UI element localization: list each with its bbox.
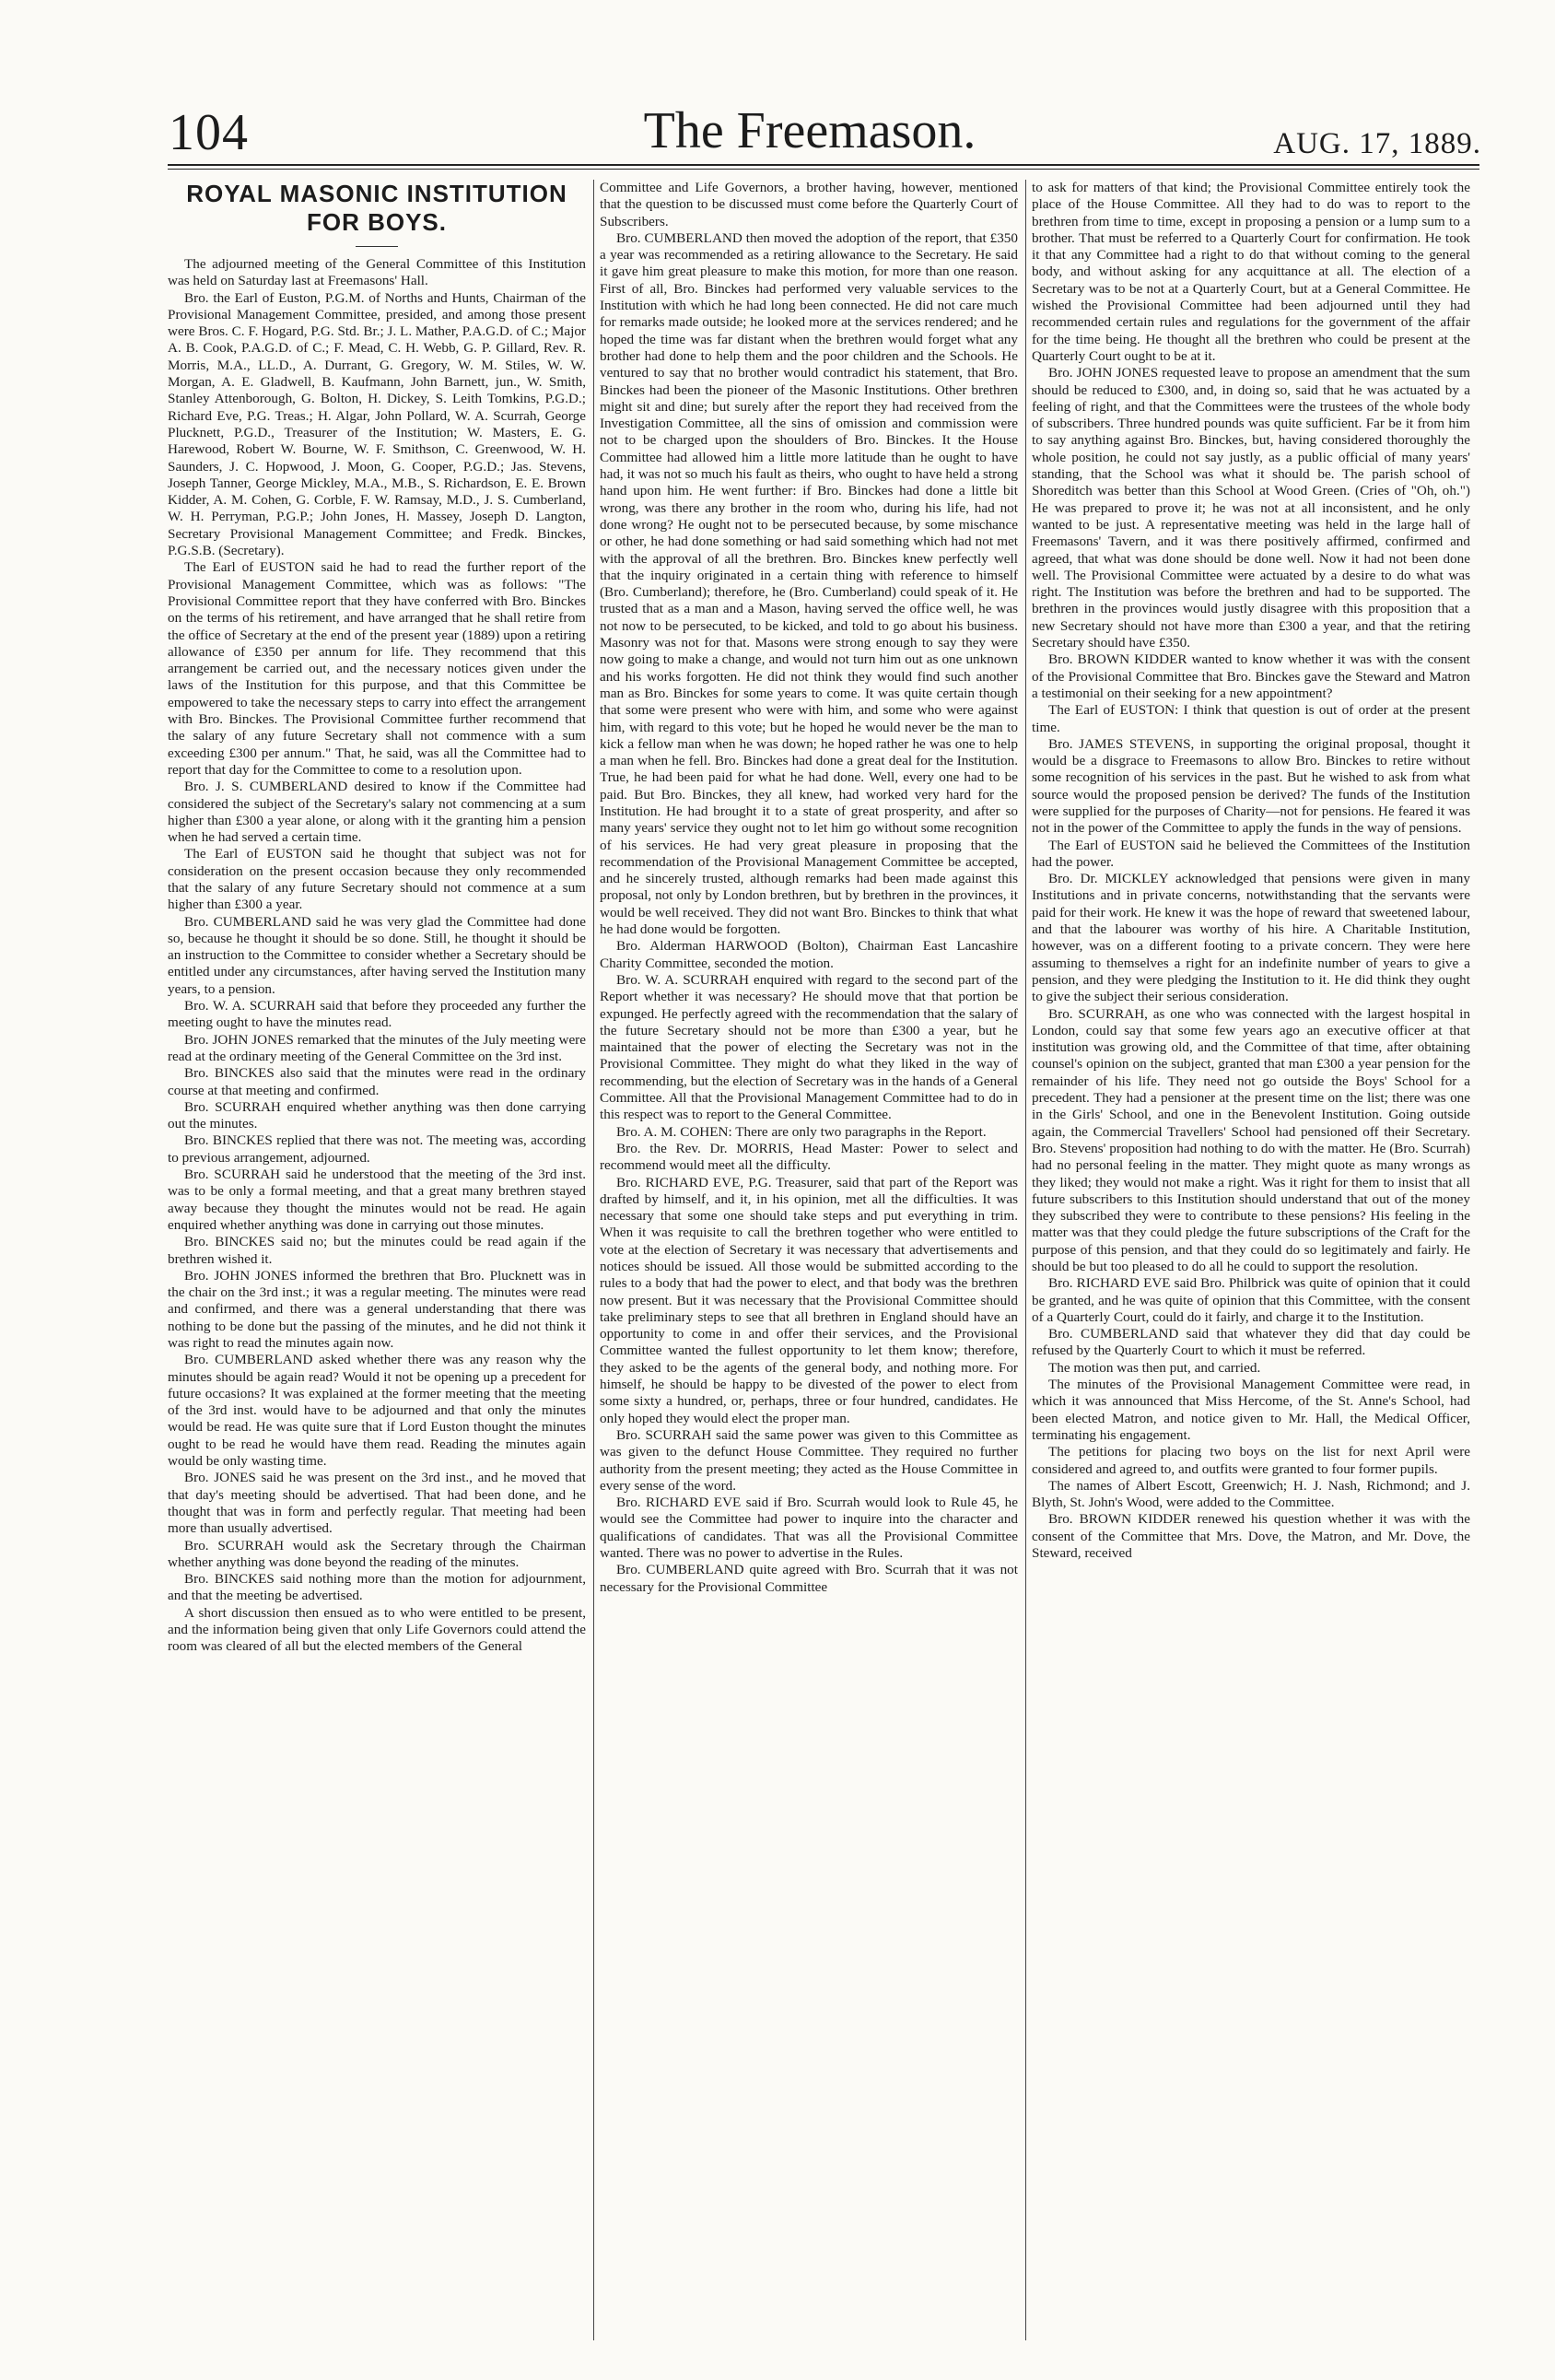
article-column-2 [600,180,1018,2340]
column-divider [1025,180,1026,2340]
paragraph: Bro. A. M. COHEN: There are only two paragraphs in the Report. [616,1123,987,1140]
paragraph: Bro. Alderman HARWOOD (Bolton), Chairman East Lancashire Charity Committee, seconded the motion. [600,938,1018,971]
paragraph: Bro. BINCKES replied that there was not. The meeting was, according to previous arrangement, adjourned. [168,1132,586,1166]
paragraph: A short discussion then ensued as to who were entitled to be present, and the information being given that only Life Governors could attend the room was cleared of all but the elected members of the General [168,1604,586,1655]
paragraph: Bro. JAMES STEVENS, in supporting the original proposal, thought it would be a disgrace to Freemasons to allow Bro. Binckes to retire without some recognition of his services in the past. But he wished to ask from what source would the proposed pension be derived? The funds of the Institution were supplied for the purposes of Charity—not for pensions. He feared it was not in the power of the Committee to apply the funds in the way of pensions. [1032,735,1470,837]
paragraph: Bro. JOHN JONES informed the brethren that Bro. Plucknett was in the chair on the 3rd inst.; it was a regular meeting. The minutes were read and confirmed, and there was a general understanding that there was nothing to be done but the passing of the minutes, and he did not think it was right to read the minutes again now. [168,1267,586,1351]
paragraph: Bro. CUMBERLAND then moved the adoption of the report, that £350 a year was recommended as a retiring allowance to the Secretary. He said it gave him great pleasure to make this motion, for more than one reason. First of all, Bro. Binckes had performed very valuable services to the Institution with which he had long been connected. He did not care much for remarks made outside; he looked more at the services rendered; and he hoped the time was far distant when the brethren would forget what any brother had done to help them and the poor children and the Schools. He ventured to say that no brother would contradict his statement, that Bro. Binckes had been the pioneer of the Masonic Institutions. Other brethren might sit and dine; but surely after the report they had received from the Investigation Committee, all the sins of omission and commission were not to be charged upon the shoulders of Bro. Binckes. It the House Committee had allowed him a little more latitude than he ought to have had, it was not so much his fault as theirs, who ought to have held a strong hand upon him. He went further: if Bro. Binckes had done a little bit wrong, was there any brother in the room who, during his life, had not done wrong? He ought not to be persecuted because, by some mischance or other, he had done something or had said something which had not met with the approval of all the brethren. Bro. Binckes knew perfectly well that the inquiry originated in a certain thing with reference to himself (Bro. Cumberland); therefore, he (Bro. Cumberland) could speak of it. He trusted that as a man and a Mason, having served the office well, he was not now to be persecuted, to be kicked, and told to go about his business. Masonry was not for that. Masons were strong enough to say they were now going to make a change, and would not turn him out as one unknown and his works forgotten. He did not think they would find such another man as Bro. Binckes for some years to come. It was quite certain though that some were present who were with him, and some who were against him, with regard to this vote; but he hoped he would never be the man to kick a fellow man when he was down; he hoped rather he was one to help a man when he fell. Bro. Binckes had done a great deal for the Institution. True, he had been paid for what he had done. Well, every one had to be paid. But Bro. Binckes, they all knew, had worked very hard for the Institution. He had brought it to a state of great prosperity, and after so many years' service they ought not to let him go without some recognition of his services. He had very great pleasure in proposing that the recommendation of the Provisional Management Committee be accepted, and he sincerely trusted, although remarks had been made against this proposal, not only by London brethren, but by brethren in the provinces, it would be well received. They did not want Bro. Binckes to think that what he had done would be forgotten. [600,229,1018,938]
paragraph: The adjourned meeting of the General Committee of this Institution was held on Saturday last at Freemasons' Hall. [168,256,586,289]
title-divider [356,246,398,247]
paragraph: Bro. RICHARD EVE said if Bro. Scurrah would look to Rule 45, he would see the Committee had power to inquire into the character and qualifications of candidates. That was all the Provisional Committee wanted. There was no power to advertise in the Rules. [600,1495,1018,1562]
paragraph: The motion was then put, and carried. [1048,1359,1261,1376]
paragraph: Bro. SCURRAH enquired whether anything was then done carrying out the minutes. [168,1098,586,1132]
paragraph: The Earl of EUSTON: I think that question is out of order at the present time. [1032,702,1470,735]
masthead [138,96,1481,162]
paragraph: to ask for matters of that kind; the Provisional Committee entirely took the place of the House Committee. All they had to do was to report to the brethren from time to time, except in proposing a pension or a lump sum to a brother. That must be referred to a Quarterly Court for confirmation. He took it that any Committee had a right to do that without coming to the general body, and without asking for any acquittance at all. The election of a Secretary was to be not at a Quarterly Court, but at a General Committee. He wished the Provisional Committee had been adjourned until they had recommended certain rules and regulations for the government of the affair for the time being. He thought all the brethren who could be present at the Quarterly Court ought to be at it. [1032,180,1470,364]
paragraph: Bro. JOHN JONES remarked that the minutes of the July meeting were read at the ordinary meeting of the General Committee on the 3rd inst. [168,1031,586,1064]
paragraph: Bro. CUMBERLAND asked whether there was any reason why the minutes should be again read? Would it not be opening up a precedent for future occasions? It was explained at the former meeting that the meeting of the 3rd inst. would have to be adjourned and that only the minutes would be read. He was quite sure that if Lord Euston thought the minutes ought to be read he would have them read. Reading the minutes again would be only wasting time. [168,1352,586,1470]
paragraph: The minutes of the Provisional Management Committee were read, in which it was announced that Miss Hercome, of the St. Anne's School, had been elected Matron, and notice given to Mr. Hall, the Medical Officer, terminating his engagement. [1032,1377,1470,1443]
newspaper-title: The Freemason. [643,102,976,159]
paragraph: Bro. the Earl of Euston, P.G.M. of Norths and Hunts, Chairman of the Provisional Management Committee, presided, and among those present were Bros. C. F. Hogard, P.G. Std. Br.; J. L. Mather, P.A.G.D. of C.; Major A. B. Cook, P.A.G.D. of C.; F. Mead, C. H. Webb, G. P. Gillard, Rev. R. Morris, M.A., LL.D., A. Durrant, G. Gregory, W. M. Stiles, W. W. Morgan, A. E. Gladwell, B. Kaufmann, John Barnett, jun., W. Smith, Stanley Attenborough, G. Bolton, H. Dickey, S. Leith Tomkins, P.G.D.; Richard Eve, P.G. Treas.; H. Algar, John Pollard, W. A. Scurrah, George Plucknett, P.G.D., Treasurer of the Institution; W. Masters, E. G. Harewood, Robert W. Bourne, W. F. Smithson, C. Greenwood, W. H. Saunders, J. C. Hopwood, J. Moon, G. Cooper, P.G.D.; Jas. Stevens, Joseph Tanner, George Mickley, M.A., M.B., S. Richardson, E. E. Brown Kidder, A. M. Cohen, G. Corble, F. W. Ramsay, M.D., J. S. Cumberland, W. H. Perryman, P.G.P.; John Jones, H. Massey, Joseph D. Langton, Secretary Provisional Management Committee; and Fredk. Binckes, P.G.S.B. (Secretary). [168,289,586,559]
paragraph: Bro. SCURRAH said he understood that the meeting of the 3rd inst. was to be only a formal meeting, and that a great many brethren stayed away because they thought the minutes would not be read. He again enquired whether anything was done in carrying out those minutes. [168,1167,586,1233]
paragraph: Bro. JOHN JONES requested leave to propose an amendment that the sum should be reduced to £300, and, in doing so, said that he was actuated by a feeling of right, and that the Committees were the trustees of the whole body of subscribers. Three hundred pounds was quite sufficient. Far be it from him to say anything against Bro. Binckes, but, having considered thoroughly the whole position, he could not say justly, as a public official of many years' standing, that the School was what it should be. The parish school of Shoreditch was better than this School at Wood Green. (Cries of "Oh, oh.") He was prepared to prove it; he was not at all inconsistent, and he only wanted to be just. A representative meeting was held in the large hall of Freemasons' Tavern, and it was there positively affirmed, confirmed and agreed, that what was done should be done well. Now it had not been done well. The Provisional Committee were actuated by a desire to do what was right. The Institution was before the brethren and had to be supported. The brethren in the provinces would justly disagree with this proposition that a new Secretary should not have more than £300 a year, and that the retiring Secretary should have £350. [1032,365,1470,651]
paragraph: Bro. BROWN KIDDER renewed his question whether it was with the consent of the Committee that Mrs. Dove, the Matron, and Mr. Dove, the Steward, received [1032,1511,1470,1562]
paragraph: Bro. Dr. MICKLEY acknowledged that pensions were given in many Institutions and in private concerns, notwithstanding that the servants were paid for their work. He knew it was the hope of reward that sweetened labour, and that the labourer was worthy of his hire. A Charitable Institution, however, was on a different footing to a private concern. They were here assuming to themselves a right for an indefinite number of years to give a pension, and they were pledging the Institution to it. He did think they ought to give the subject their serious consideration. [1032,871,1470,1005]
article-column-1 [168,180,586,2340]
paragraph: Bro. W. A. SCURRAH enquired with regard to the second part of the Report whether it was necessary? He should move that that portion be expunged. He perfectly agreed with the recommendation that the salary of the future Secretary should not be more than £300 a year, but he maintained that the power of electing the Secretary was not in the Provisional Committee. They might do what they liked in the way of recommending, but the election of Secretary was in the hands of a General Committee. All that the Provisional Management Committee had to do in this respect was to report to the General Committee. [600,971,1018,1123]
paragraph: Bro. RICHARD EVE, P.G. Treasurer, said that part of the Report was drafted by himself, and it, in his opinion, met all the difficulties. It was necessary that some one should take steps and put everything in trim. When it was requisite to call the brethren together who were entitled to vote at the election of Secretary it was necessary that advertisements and notices should be issued. All those would be submitted according to the rules to a body that had the power to elect, and that body was the brethren now present. But it was necessary that the Provisional Committee should take preliminary steps to see that all brethren in England should have an opportunity to come in and offer their services, and the Provisional Committee wanted the fullest opportunity to let them know; therefore, they asked to be the agents of the general body, and nothing more. For himself, he should be happy to be divested of the power to elect from some sixty a hundred, or, perhaps, three or four hundred, candidates. He only hoped they would elect the proper man. [600,1174,1018,1426]
paragraph: Bro. CUMBERLAND said that whatever they did that day could be refused by the Quarterly Court to which it must be referred. [1032,1326,1470,1359]
paragraph: Bro. BINCKES said no; but the minutes could be read again if the brethren wished it. [168,1234,586,1267]
masthead-rule [168,164,1479,166]
paragraph: The Earl of EUSTON said he had to read the further report of the Provisional Management Committee, which was as follows: "The Provisional Committee report that they have conferred with Bro. Binckes on the terms of his retirement, and have arranged that he shall retire from the office of Secretary at the end of the present year (1889) upon a retiring allowance of £350 per annum for life. They recommend that this arrangement be carried out, and the necessary notices given under the laws of the Institution for this purpose, and that this Committee be empowered to take the necessary steps to carry into effect the arrangement with Bro. Binckes. The Provisional Committee further recommend that the salary of any future Secretary shall not commence with a sum exceeding £300 per annum." That, he said, was all the Committee had to report that day for the Committee to come to a resolution upon. [168,559,586,778]
column-divider [593,180,594,2340]
paragraph: Bro. RICHARD EVE said Bro. Philbrick was quite of opinion that it could be granted, and he was quite of opinion that this Committee, with the consent of a Quarterly Court, could do it fairly, and charge it to the Institution. [1032,1275,1470,1325]
paragraph: Bro. the Rev. Dr. MORRIS, Head Master: Power to select and recommend would meet all the difficulty. [600,1140,1018,1174]
paragraph: Bro. SCURRAH said the same power was given to this Committee as was given to the defunct House Committee. They required no further authority from the present meeting; they acted as the House Committee in every sense of the word. [600,1426,1018,1494]
paragraph: The Earl of EUSTON said he thought that subject was not for consideration on the present occasion because they only recommended that the salary of any future Secretary should not commence at a sum higher than £300 a year. [168,846,586,913]
paragraph: Bro. SCURRAH, as one who was connected with the largest hospital in London, could say that some few years ago an executive officer at that institution was growing old, and the Committee of that time, after obtaining counsel's opinion on the subject, granted that man £300 a year pension for the remainder of his life. They need not go outside the Boys' School for a precedent. They had a pensioner at the present time on the list; there was one in the Girls' School, and one in the Benevolent Institution. Going outside again, the Commercial Travellers' School had pensioned off their Secretary. Bro. Stevens' proposition had nothing to do with the matter. He (Bro. Scurrah) had no personal feeling in the matter. They might quote as many wrongs as they liked; they would not make a right. Was it right for them to insist that all future subscribers to this Institution should understand that out of the money they subscribed they were to contribute to these pensions? His feeling in the matter was that they could pledge the future subscriptions of the Craft for the purpose of this pension, and that they could do so legitimately and fairly. He should be but too pleased to do all he could to support the resolution. [1032,1005,1470,1274]
paragraph: Bro. JONES said he was present on the 3rd inst., and he moved that that day's meeting should be advertised. That had been done, and he thought that was in form and perfectly regular. That meeting had been more than usually advertised. [168,1470,586,1537]
paragraph: The Earl of EUSTON said he believed the Committees of the Institution had the power. [1032,837,1470,870]
paragraph: Bro. BINCKES said nothing more than the motion for adjournment, and that the meeting be advertised. [168,1571,586,1604]
paragraph: The names of Albert Escott, Greenwich; H. J. Nash, Richmond; and J. Blyth, St. John's Wood, were added to the Committee. [1032,1477,1470,1511]
page-number: 104 [169,104,249,161]
paragraph: Bro. CUMBERLAND quite agreed with Bro. Scurrah that it was not necessary for the Provisional Committee [600,1562,1018,1595]
paragraph: Committee and Life Governors, a brother having, however, mentioned that the question to be discussed must come before the Quarterly Court of Subscribers. [600,180,1018,229]
paragraph: Bro. SCURRAH would ask the Secretary through the Chairman whether anything was done beyond the reading of the minutes. [168,1537,586,1570]
paragraph: Bro. BROWN KIDDER wanted to know whether it was with the consent of the Provisional Committee that Bro. Binckes gave the Steward and Matron a testimonial on their seeking for a new appointment? [1032,651,1470,701]
paragraph: Bro. J. S. CUMBERLAND desired to know if the Committee had considered the subject of the Secretary's salary not commencing at a sum higher than £300 a year alone, or along with it the granting him a pension when he had served a certain time. [168,779,586,846]
masthead-rule-thin [168,169,1479,170]
issue-date: AUG. 17, 1889. [1273,127,1481,160]
article-column-3 [1032,180,1470,2340]
article-title: ROYAL MASONIC INSTITUTION FOR BOYS. [186,180,567,236]
paragraph: Bro. W. A. SCURRAH said that before they proceeded any further the meeting ought to have the minutes read. [168,998,586,1031]
paragraph: The petitions for placing two boys on the list for next April were considered and agreed to, and outfits were granted to four former pupils. [1032,1444,1470,1477]
paragraph: Bro. BINCKES also said that the minutes were read in the ordinary course at that meeting and confirmed. [168,1065,586,1098]
paragraph: Bro. CUMBERLAND said he was very glad the Committee had done so, because he thought it should be so done. Still, he thought it should be an instruction to the Committee to consider whether a Secretary should be entitled under any circumstances, after having served the Institution many years, to a pension. [168,913,586,997]
